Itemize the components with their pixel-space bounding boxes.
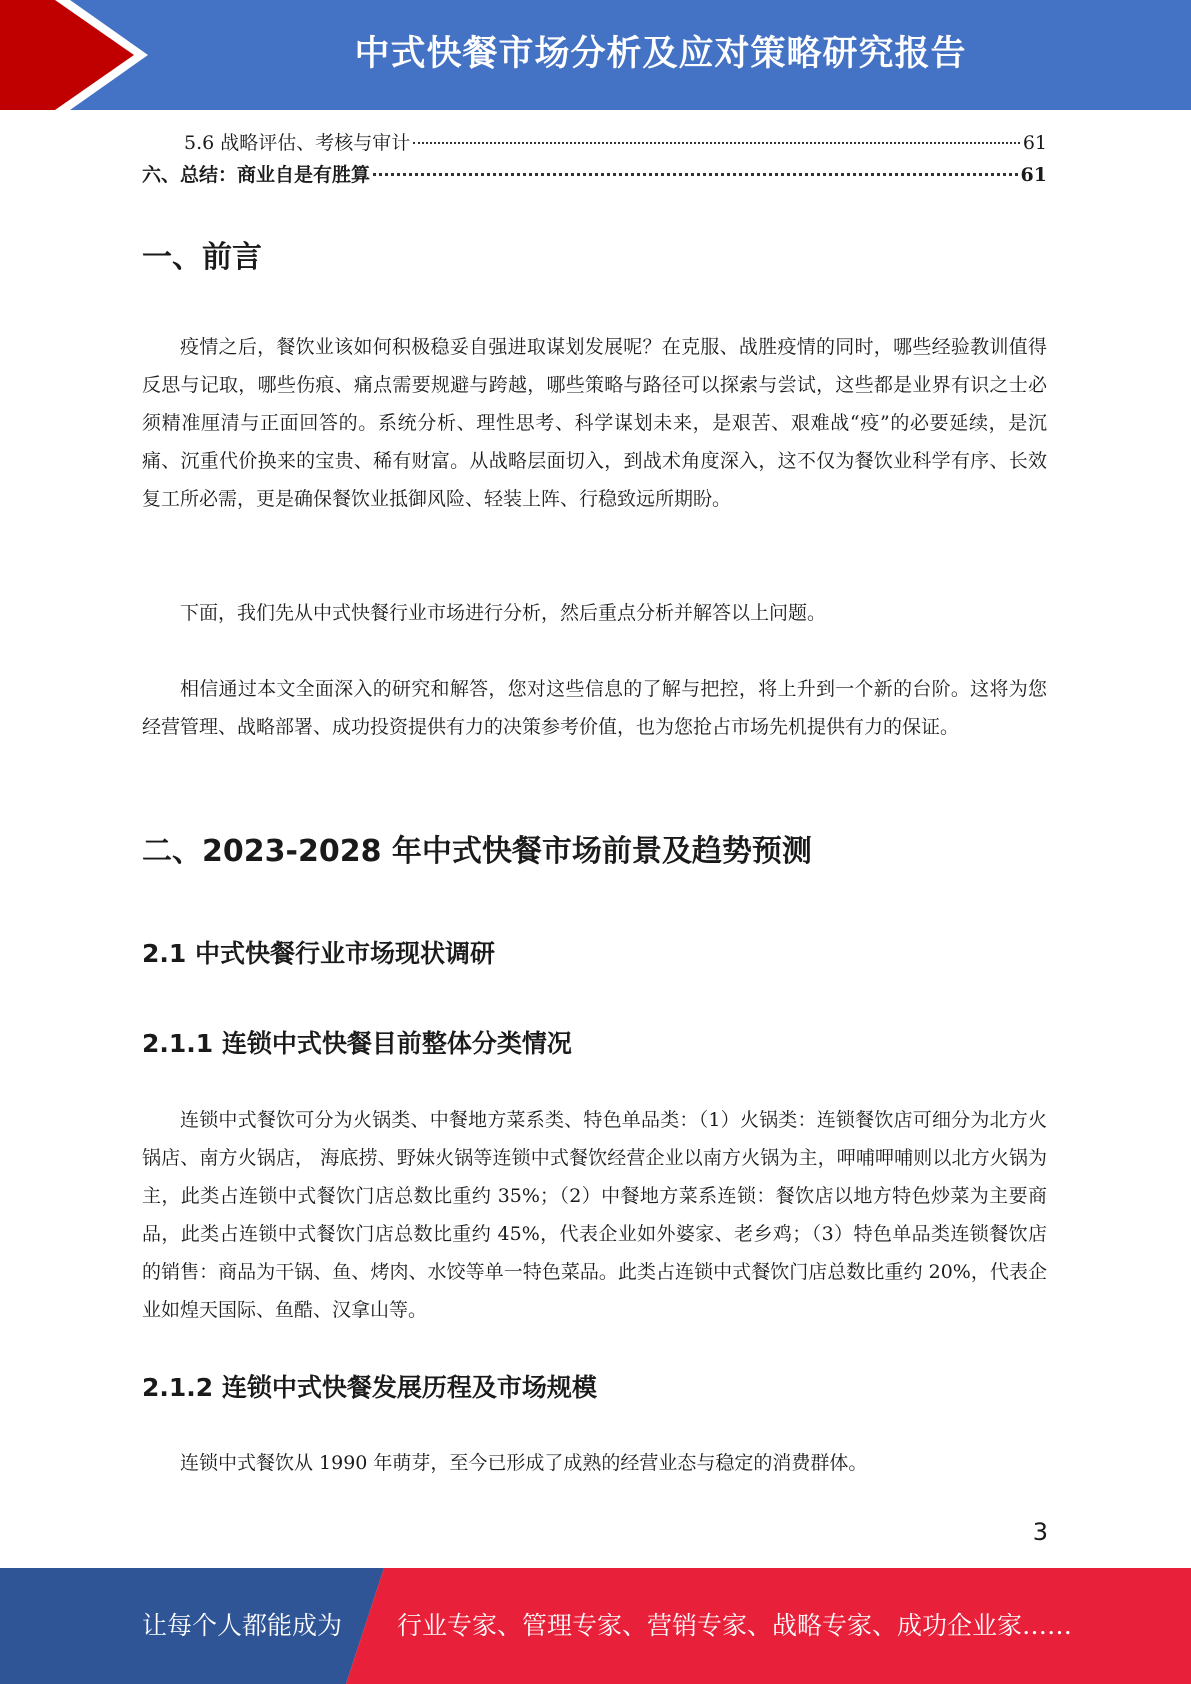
toc-entry-label: 六、总结：商业自是有胜算 bbox=[142, 164, 371, 186]
report-title: 中式快餐市场分析及应对策略研究报告 bbox=[354, 34, 967, 74]
subsection-heading-2-1: 2.1 中式快餐行业市场现状调研 bbox=[142, 939, 495, 968]
preface-paragraph: 下面，我们先从中式快餐行业市场进行分析，然后重点分析并解答以上问题。 bbox=[180, 602, 827, 624]
toc-entry[interactable] bbox=[142, 160, 1047, 192]
footer-slogan-left: 让每个人都能成为 bbox=[142, 1611, 343, 1640]
toc-entry-page: 61 bbox=[1020, 164, 1047, 186]
page-number: 3 bbox=[1032, 1518, 1048, 1546]
page-footer bbox=[0, 1568, 1191, 1684]
section-heading-forecast: 二、2023-2028 年中式快餐市场前景及趋势预测 bbox=[142, 834, 812, 869]
classification-paragraph: 连锁中式餐饮可分为火锅类、中餐地方菜系类、特色单品类：（1）火锅类：连锁餐饮店可细分为北方火锅店、南方火锅店， 海底捞、野妹火锅等连锁中式餐饮经营企业以南方火锅为主，呷哺呷哺则以北方火锅为主，此类占连锁中式餐饮门店总数比重约 35%；（2）中餐地方菜系连锁：餐饮店以地方特色炒菜为主要商品，此类占连锁中式餐饮门店总数比重约 45%，代表企业如外婆家、老乡鸡；（3）特色单品类连锁餐饮店的销售：商品为干锅、鱼、烤肉、水饺等单一特色菜品。此类占连锁中式餐饮门店总数比重约 20%，代表企业如煌天国际、鱼酷、汉拿山等。 bbox=[142, 1109, 1047, 1321]
table-of-contents bbox=[142, 128, 1047, 192]
toc-entry-page: 61 bbox=[1022, 132, 1047, 154]
development-paragraph: 连锁中式餐饮从 1990 年萌芽，至今已形成了成熟的经营业态与稳定的消费群体。 bbox=[180, 1452, 868, 1474]
subsection-heading-2-1-2: 2.1.2 连锁中式快餐发展历程及市场规模 bbox=[142, 1373, 597, 1402]
toc-leader-dots bbox=[413, 142, 1020, 144]
toc-leader-dots bbox=[373, 173, 1018, 176]
preface-paragraph: 疫情之后，餐饮业该如何积极稳妥自强进取谋划发展呢？在克服、战胜疫情的同时，哪些经验教训值得反思与记取，哪些伤痕、痛点需要规避与跨越，哪些策略与路径可以探索与尝试，这些都是业界有识之士必须精准厘清与正面回答的。系统分析、理性思考、科学谋划未来，是艰苦、艰难战“疫”的必要延续，是沉痛、沉重代价换来的宝贵、稀有财富。从战略层面切入，到战术角度深入，这不仅为餐饮业科学有序、长效复工所必需，更是确保餐饮业抵御风险、轻装上阵、行稳致远所期盼。 bbox=[142, 336, 1047, 510]
footer-slogan-right: 行业专家、管理专家、营销专家、战略专家、成功企业家…… bbox=[397, 1611, 1073, 1640]
subsection-heading-2-1-1: 2.1.1 连锁中式快餐目前整体分类情况 bbox=[142, 1029, 572, 1058]
section-heading-preface: 一、前言 bbox=[142, 240, 262, 275]
toc-entry-label: 5.6 战略评估、考核与审计 bbox=[184, 132, 411, 154]
preface-paragraph: 相信通过本文全面深入的研究和解答，您对这些信息的了解与把控，将上升到一个新的台阶。这将为您经营管理、战略部署、成功投资提供有力的决策参考价值，也为您抢占市场先机提供有力的保证。 bbox=[142, 678, 1047, 738]
page-header bbox=[0, 0, 1191, 110]
toc-entry[interactable] bbox=[142, 128, 1047, 160]
